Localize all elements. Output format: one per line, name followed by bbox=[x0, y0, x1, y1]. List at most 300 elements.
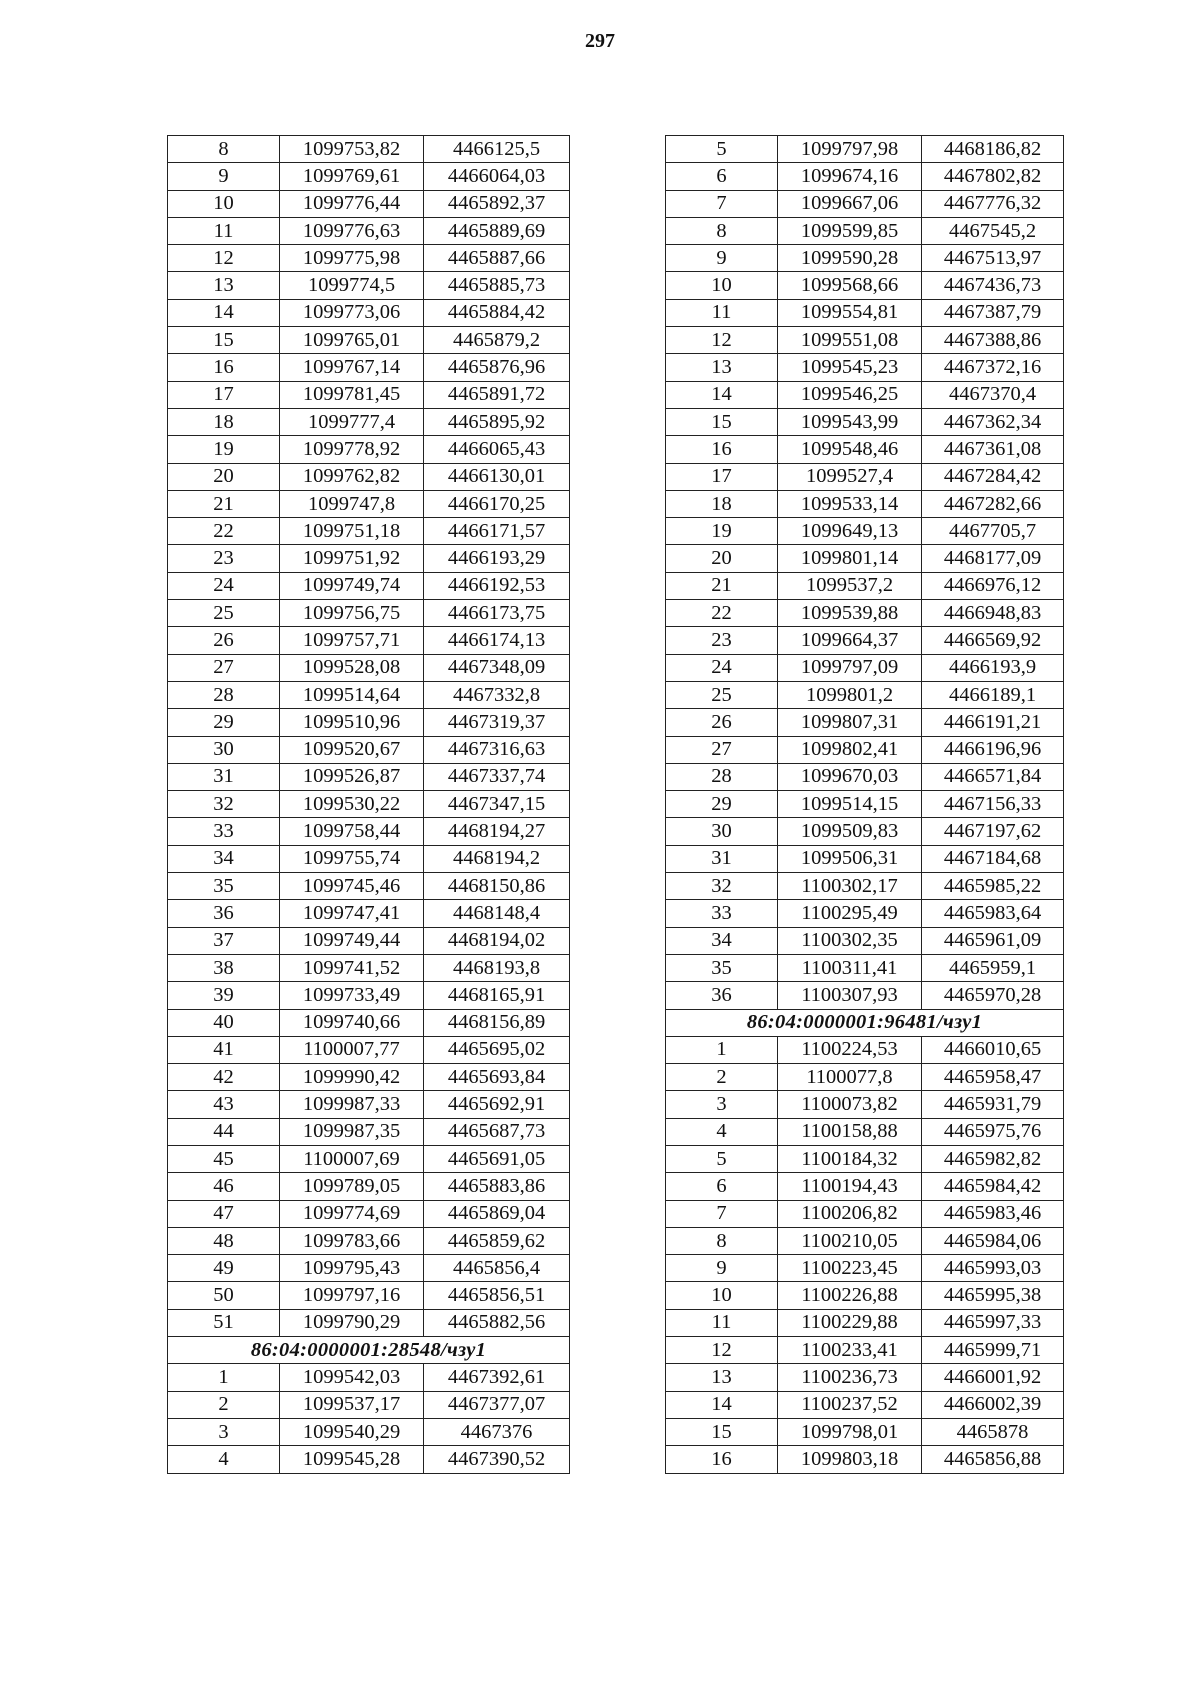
point-number-cell: 45 bbox=[168, 1145, 280, 1172]
table-row bbox=[168, 1009, 570, 1036]
x-coordinate-cell: 1099733,49 bbox=[280, 982, 424, 1009]
y-coordinate-cell: 4465879,2 bbox=[424, 327, 570, 354]
table-row bbox=[666, 190, 1064, 217]
x-coordinate-cell: 1100302,35 bbox=[778, 927, 922, 954]
x-coordinate-cell: 1099741,52 bbox=[280, 954, 424, 981]
x-coordinate-cell: 1099801,14 bbox=[778, 545, 922, 572]
x-coordinate-cell: 1099545,28 bbox=[280, 1446, 424, 1473]
table-row bbox=[666, 1282, 1064, 1309]
table-row bbox=[666, 927, 1064, 954]
x-coordinate-cell: 1099537,17 bbox=[280, 1391, 424, 1418]
x-coordinate-cell: 1099599,85 bbox=[778, 217, 922, 244]
y-coordinate-cell: 4466010,65 bbox=[922, 1036, 1064, 1063]
x-coordinate-cell: 1099649,13 bbox=[778, 518, 922, 545]
table-row bbox=[666, 845, 1064, 872]
section-header-row bbox=[168, 1337, 570, 1364]
table-row bbox=[168, 327, 570, 354]
y-coordinate-cell: 4466130,01 bbox=[424, 463, 570, 490]
table-row bbox=[666, 1309, 1064, 1336]
y-coordinate-cell: 4466569,92 bbox=[922, 627, 1064, 654]
x-coordinate-cell: 1100206,82 bbox=[778, 1200, 922, 1227]
x-coordinate-cell: 1099514,64 bbox=[280, 681, 424, 708]
y-coordinate-cell: 4465983,64 bbox=[922, 900, 1064, 927]
point-number-cell: 9 bbox=[666, 1255, 778, 1282]
point-number-cell: 43 bbox=[168, 1091, 280, 1118]
x-coordinate-cell: 1099776,63 bbox=[280, 217, 424, 244]
x-coordinate-cell: 1099545,23 bbox=[778, 354, 922, 381]
point-number-cell: 35 bbox=[666, 954, 778, 981]
y-coordinate-cell: 4465859,62 bbox=[424, 1227, 570, 1254]
x-coordinate-cell: 1099670,03 bbox=[778, 763, 922, 790]
x-coordinate-cell: 1099543,99 bbox=[778, 408, 922, 435]
x-coordinate-cell: 1099674,16 bbox=[778, 163, 922, 190]
point-number-cell: 46 bbox=[168, 1173, 280, 1200]
y-coordinate-cell: 4465693,84 bbox=[424, 1064, 570, 1091]
y-coordinate-cell: 4467705,7 bbox=[922, 518, 1064, 545]
y-coordinate-cell: 4465856,4 bbox=[424, 1255, 570, 1282]
table-row bbox=[666, 136, 1064, 163]
table-row bbox=[666, 1337, 1064, 1364]
x-coordinate-cell: 1100077,8 bbox=[778, 1064, 922, 1091]
table-row bbox=[666, 1418, 1064, 1445]
x-coordinate-cell: 1099510,96 bbox=[280, 709, 424, 736]
table-row bbox=[666, 1036, 1064, 1063]
point-number-cell: 23 bbox=[666, 627, 778, 654]
x-coordinate-cell: 1100226,88 bbox=[778, 1282, 922, 1309]
point-number-cell: 34 bbox=[666, 927, 778, 954]
point-number-cell: 12 bbox=[168, 245, 280, 272]
table-row bbox=[168, 217, 570, 244]
table-row bbox=[168, 627, 570, 654]
table-row bbox=[168, 381, 570, 408]
x-coordinate-cell: 1100236,73 bbox=[778, 1364, 922, 1391]
point-number-cell: 21 bbox=[168, 490, 280, 517]
point-number-cell: 27 bbox=[168, 654, 280, 681]
point-number-cell: 22 bbox=[666, 600, 778, 627]
point-number-cell: 32 bbox=[168, 791, 280, 818]
point-number-cell: 6 bbox=[666, 1173, 778, 1200]
point-number-cell: 47 bbox=[168, 1200, 280, 1227]
point-number-cell: 3 bbox=[666, 1091, 778, 1118]
point-number-cell: 14 bbox=[168, 299, 280, 326]
y-coordinate-cell: 4465691,05 bbox=[424, 1145, 570, 1172]
y-coordinate-cell: 4467387,79 bbox=[922, 299, 1064, 326]
x-coordinate-cell: 1099527,4 bbox=[778, 463, 922, 490]
point-number-cell: 25 bbox=[168, 600, 280, 627]
point-number-cell: 50 bbox=[168, 1282, 280, 1309]
y-coordinate-cell: 4466191,21 bbox=[922, 709, 1064, 736]
table-row bbox=[666, 900, 1064, 927]
x-coordinate-cell: 1099753,82 bbox=[280, 136, 424, 163]
y-coordinate-cell: 4467513,97 bbox=[922, 245, 1064, 272]
point-number-cell: 29 bbox=[666, 791, 778, 818]
y-coordinate-cell: 4465983,46 bbox=[922, 1200, 1064, 1227]
table-row bbox=[666, 1118, 1064, 1145]
point-number-cell: 40 bbox=[168, 1009, 280, 1036]
point-number-cell: 10 bbox=[666, 1282, 778, 1309]
x-coordinate-cell: 1099797,16 bbox=[280, 1282, 424, 1309]
table-row bbox=[666, 245, 1064, 272]
y-coordinate-cell: 4465856,88 bbox=[922, 1446, 1064, 1473]
y-coordinate-cell: 4468194,2 bbox=[424, 845, 570, 872]
point-number-cell: 33 bbox=[666, 900, 778, 927]
x-coordinate-cell: 1099783,66 bbox=[280, 1227, 424, 1254]
table-row bbox=[666, 1446, 1064, 1473]
table-row bbox=[168, 873, 570, 900]
section-header-row bbox=[666, 1009, 1064, 1036]
x-coordinate-cell: 1099751,92 bbox=[280, 545, 424, 572]
point-number-cell: 16 bbox=[666, 436, 778, 463]
table-row bbox=[666, 327, 1064, 354]
table-row bbox=[168, 1173, 570, 1200]
y-coordinate-cell: 4465882,56 bbox=[424, 1309, 570, 1336]
table-row bbox=[666, 954, 1064, 981]
x-coordinate-cell: 1099747,8 bbox=[280, 490, 424, 517]
y-coordinate-cell: 4465984,06 bbox=[922, 1227, 1064, 1254]
table-row bbox=[666, 463, 1064, 490]
table-row bbox=[168, 1145, 570, 1172]
y-coordinate-cell: 4467316,63 bbox=[424, 736, 570, 763]
x-coordinate-cell: 1099506,31 bbox=[778, 845, 922, 872]
x-coordinate-cell: 1099755,74 bbox=[280, 845, 424, 872]
table-row bbox=[168, 1227, 570, 1254]
table-row bbox=[168, 1091, 570, 1118]
point-number-cell: 13 bbox=[666, 354, 778, 381]
table-row bbox=[168, 900, 570, 927]
x-coordinate-cell: 1099546,25 bbox=[778, 381, 922, 408]
table-row bbox=[168, 709, 570, 736]
point-number-cell: 26 bbox=[666, 709, 778, 736]
table-row bbox=[168, 272, 570, 299]
table-row bbox=[666, 354, 1064, 381]
y-coordinate-cell: 4466064,03 bbox=[424, 163, 570, 190]
x-coordinate-cell: 1099751,18 bbox=[280, 518, 424, 545]
point-number-cell: 18 bbox=[168, 408, 280, 435]
x-coordinate-cell: 1099777,4 bbox=[280, 408, 424, 435]
table-row bbox=[666, 545, 1064, 572]
point-number-cell: 8 bbox=[168, 136, 280, 163]
table-row bbox=[168, 763, 570, 790]
y-coordinate-cell: 4466193,29 bbox=[424, 545, 570, 572]
table-row bbox=[168, 1364, 570, 1391]
point-number-cell: 31 bbox=[168, 763, 280, 790]
point-number-cell: 41 bbox=[168, 1036, 280, 1063]
y-coordinate-cell: 4465885,73 bbox=[424, 272, 570, 299]
table-row bbox=[168, 1255, 570, 1282]
y-coordinate-cell: 4466976,12 bbox=[922, 572, 1064, 599]
y-coordinate-cell: 4467390,52 bbox=[424, 1446, 570, 1473]
x-coordinate-cell: 1099740,66 bbox=[280, 1009, 424, 1036]
y-coordinate-cell: 4467392,61 bbox=[424, 1364, 570, 1391]
table-row bbox=[168, 463, 570, 490]
table-row bbox=[666, 1227, 1064, 1254]
x-coordinate-cell: 1100233,41 bbox=[778, 1337, 922, 1364]
y-coordinate-cell: 4465887,66 bbox=[424, 245, 570, 272]
point-number-cell: 31 bbox=[666, 845, 778, 872]
point-number-cell: 4 bbox=[168, 1446, 280, 1473]
table-row bbox=[666, 272, 1064, 299]
x-coordinate-cell: 1100311,41 bbox=[778, 954, 922, 981]
x-coordinate-cell: 1100158,88 bbox=[778, 1118, 922, 1145]
point-number-cell: 12 bbox=[666, 1337, 778, 1364]
y-coordinate-cell: 4468177,09 bbox=[922, 545, 1064, 572]
y-coordinate-cell: 4466065,43 bbox=[424, 436, 570, 463]
x-coordinate-cell: 1099520,67 bbox=[280, 736, 424, 763]
y-coordinate-cell: 4466193,9 bbox=[922, 654, 1064, 681]
x-coordinate-cell: 1100194,43 bbox=[778, 1173, 922, 1200]
table-row bbox=[168, 245, 570, 272]
y-coordinate-cell: 4465869,04 bbox=[424, 1200, 570, 1227]
point-number-cell: 5 bbox=[666, 136, 778, 163]
table-row bbox=[168, 299, 570, 326]
point-number-cell: 30 bbox=[666, 818, 778, 845]
point-number-cell: 33 bbox=[168, 818, 280, 845]
table-row bbox=[168, 1418, 570, 1445]
table-row bbox=[666, 1091, 1064, 1118]
point-number-cell: 10 bbox=[666, 272, 778, 299]
table-row bbox=[666, 681, 1064, 708]
point-number-cell: 39 bbox=[168, 982, 280, 1009]
point-number-cell: 28 bbox=[168, 681, 280, 708]
table-row bbox=[168, 845, 570, 872]
point-number-cell: 8 bbox=[666, 1227, 778, 1254]
x-coordinate-cell: 1099551,08 bbox=[778, 327, 922, 354]
table-row bbox=[168, 1064, 570, 1091]
x-coordinate-cell: 1099533,14 bbox=[778, 490, 922, 517]
x-coordinate-cell: 1099590,28 bbox=[778, 245, 922, 272]
table-row bbox=[666, 1391, 1064, 1418]
y-coordinate-cell: 4465891,72 bbox=[424, 381, 570, 408]
x-coordinate-cell: 1099526,87 bbox=[280, 763, 424, 790]
point-number-cell: 23 bbox=[168, 545, 280, 572]
table-row bbox=[666, 654, 1064, 681]
point-number-cell: 42 bbox=[168, 1064, 280, 1091]
table-row bbox=[168, 1036, 570, 1063]
point-number-cell: 38 bbox=[168, 954, 280, 981]
point-number-cell: 9 bbox=[666, 245, 778, 272]
y-coordinate-cell: 4465975,76 bbox=[922, 1118, 1064, 1145]
point-number-cell: 15 bbox=[168, 327, 280, 354]
y-coordinate-cell: 4465895,92 bbox=[424, 408, 570, 435]
y-coordinate-cell: 4467184,68 bbox=[922, 845, 1064, 872]
x-coordinate-cell: 1099540,29 bbox=[280, 1418, 424, 1445]
x-coordinate-cell: 1099769,61 bbox=[280, 163, 424, 190]
y-coordinate-cell: 4465958,47 bbox=[922, 1064, 1064, 1091]
point-number-cell: 12 bbox=[666, 327, 778, 354]
cadastral-number: 86:04:0000001:96481/чзу1 bbox=[666, 1009, 1064, 1036]
y-coordinate-cell: 4465997,33 bbox=[922, 1309, 1064, 1336]
point-number-cell: 36 bbox=[168, 900, 280, 927]
table-row bbox=[168, 1446, 570, 1473]
point-number-cell: 4 bbox=[666, 1118, 778, 1145]
y-coordinate-cell: 4467362,34 bbox=[922, 408, 1064, 435]
table-row bbox=[666, 436, 1064, 463]
point-number-cell: 19 bbox=[666, 518, 778, 545]
page-number: 297 bbox=[585, 30, 615, 52]
table-row bbox=[666, 1200, 1064, 1227]
point-number-cell: 22 bbox=[168, 518, 280, 545]
y-coordinate-cell: 4467347,15 bbox=[424, 791, 570, 818]
y-coordinate-cell: 4466196,96 bbox=[922, 736, 1064, 763]
x-coordinate-cell: 1099528,08 bbox=[280, 654, 424, 681]
point-number-cell: 16 bbox=[168, 354, 280, 381]
x-coordinate-cell: 1100229,88 bbox=[778, 1309, 922, 1336]
x-coordinate-cell: 1099749,44 bbox=[280, 927, 424, 954]
x-coordinate-cell: 1099539,88 bbox=[778, 600, 922, 627]
point-number-cell: 51 bbox=[168, 1309, 280, 1336]
table-row bbox=[666, 299, 1064, 326]
y-coordinate-cell: 4466171,57 bbox=[424, 518, 570, 545]
y-coordinate-cell: 4466948,83 bbox=[922, 600, 1064, 627]
table-row bbox=[666, 791, 1064, 818]
point-number-cell: 34 bbox=[168, 845, 280, 872]
point-number-cell: 11 bbox=[168, 217, 280, 244]
x-coordinate-cell: 1100073,82 bbox=[778, 1091, 922, 1118]
x-coordinate-cell: 1099801,2 bbox=[778, 681, 922, 708]
y-coordinate-cell: 4467332,8 bbox=[424, 681, 570, 708]
table-row bbox=[168, 136, 570, 163]
y-coordinate-cell: 4465970,28 bbox=[922, 982, 1064, 1009]
point-number-cell: 7 bbox=[666, 190, 778, 217]
point-number-cell: 29 bbox=[168, 709, 280, 736]
y-coordinate-cell: 4467156,33 bbox=[922, 791, 1064, 818]
table-row bbox=[168, 1391, 570, 1418]
x-coordinate-cell: 1099548,46 bbox=[778, 436, 922, 463]
y-coordinate-cell: 4466001,92 bbox=[922, 1364, 1064, 1391]
coordinates-table-right bbox=[665, 135, 1064, 1474]
table-row bbox=[666, 163, 1064, 190]
point-number-cell: 15 bbox=[666, 1418, 778, 1445]
table-row bbox=[168, 354, 570, 381]
x-coordinate-cell: 1099537,2 bbox=[778, 572, 922, 599]
point-number-cell: 5 bbox=[666, 1145, 778, 1172]
table-row bbox=[168, 1200, 570, 1227]
y-coordinate-cell: 4465687,73 bbox=[424, 1118, 570, 1145]
x-coordinate-cell: 1099797,98 bbox=[778, 136, 922, 163]
y-coordinate-cell: 4467545,2 bbox=[922, 217, 1064, 244]
point-number-cell: 17 bbox=[168, 381, 280, 408]
table-row bbox=[168, 927, 570, 954]
y-coordinate-cell: 4465878 bbox=[922, 1418, 1064, 1445]
x-coordinate-cell: 1100007,69 bbox=[280, 1145, 424, 1172]
x-coordinate-cell: 1100223,45 bbox=[778, 1255, 922, 1282]
point-number-cell: 49 bbox=[168, 1255, 280, 1282]
point-number-cell: 18 bbox=[666, 490, 778, 517]
point-number-cell: 21 bbox=[666, 572, 778, 599]
x-coordinate-cell: 1100184,32 bbox=[778, 1145, 922, 1172]
point-number-cell: 13 bbox=[168, 272, 280, 299]
y-coordinate-cell: 4465856,51 bbox=[424, 1282, 570, 1309]
x-coordinate-cell: 1099773,06 bbox=[280, 299, 424, 326]
point-number-cell: 8 bbox=[666, 217, 778, 244]
y-coordinate-cell: 4466192,53 bbox=[424, 572, 570, 599]
x-coordinate-cell: 1099789,05 bbox=[280, 1173, 424, 1200]
point-number-cell: 35 bbox=[168, 873, 280, 900]
table-row bbox=[666, 600, 1064, 627]
table-row bbox=[168, 545, 570, 572]
table-row bbox=[666, 709, 1064, 736]
point-number-cell: 20 bbox=[666, 545, 778, 572]
y-coordinate-cell: 4468186,82 bbox=[922, 136, 1064, 163]
point-number-cell: 15 bbox=[666, 408, 778, 435]
point-number-cell: 19 bbox=[168, 436, 280, 463]
x-coordinate-cell: 1100307,93 bbox=[778, 982, 922, 1009]
point-number-cell: 11 bbox=[666, 299, 778, 326]
y-coordinate-cell: 4467337,74 bbox=[424, 763, 570, 790]
x-coordinate-cell: 1099990,42 bbox=[280, 1064, 424, 1091]
x-coordinate-cell: 1099749,74 bbox=[280, 572, 424, 599]
table-row bbox=[666, 982, 1064, 1009]
y-coordinate-cell: 4468194,02 bbox=[424, 927, 570, 954]
y-coordinate-cell: 4467776,32 bbox=[922, 190, 1064, 217]
point-number-cell: 24 bbox=[168, 572, 280, 599]
y-coordinate-cell: 4465889,69 bbox=[424, 217, 570, 244]
point-number-cell: 48 bbox=[168, 1227, 280, 1254]
x-coordinate-cell: 1100224,53 bbox=[778, 1036, 922, 1063]
table-row bbox=[168, 954, 570, 981]
table-row bbox=[168, 1309, 570, 1336]
table-row bbox=[168, 490, 570, 517]
table-row bbox=[666, 381, 1064, 408]
table-row bbox=[666, 217, 1064, 244]
x-coordinate-cell: 1099797,09 bbox=[778, 654, 922, 681]
x-coordinate-cell: 1099790,29 bbox=[280, 1309, 424, 1336]
table-row bbox=[666, 490, 1064, 517]
point-number-cell: 1 bbox=[168, 1364, 280, 1391]
point-number-cell: 14 bbox=[666, 381, 778, 408]
y-coordinate-cell: 4465959,1 bbox=[922, 954, 1064, 981]
point-number-cell: 2 bbox=[168, 1391, 280, 1418]
y-coordinate-cell: 4465692,91 bbox=[424, 1091, 570, 1118]
x-coordinate-cell: 1099987,35 bbox=[280, 1118, 424, 1145]
table-row bbox=[168, 818, 570, 845]
y-coordinate-cell: 4465982,82 bbox=[922, 1145, 1064, 1172]
point-number-cell: 11 bbox=[666, 1309, 778, 1336]
point-number-cell: 6 bbox=[666, 163, 778, 190]
point-number-cell: 28 bbox=[666, 763, 778, 790]
table-row bbox=[168, 681, 570, 708]
y-coordinate-cell: 4467388,86 bbox=[922, 327, 1064, 354]
point-number-cell: 36 bbox=[666, 982, 778, 1009]
table-row bbox=[666, 873, 1064, 900]
y-coordinate-cell: 4468193,8 bbox=[424, 954, 570, 981]
table-row bbox=[666, 1255, 1064, 1282]
point-number-cell: 20 bbox=[168, 463, 280, 490]
y-coordinate-cell: 4467319,37 bbox=[424, 709, 570, 736]
point-number-cell: 3 bbox=[168, 1418, 280, 1445]
y-coordinate-cell: 4465883,86 bbox=[424, 1173, 570, 1200]
table-row bbox=[666, 1173, 1064, 1200]
point-number-cell: 7 bbox=[666, 1200, 778, 1227]
y-coordinate-cell: 4467197,62 bbox=[922, 818, 1064, 845]
x-coordinate-cell: 1099776,44 bbox=[280, 190, 424, 217]
point-number-cell: 32 bbox=[666, 873, 778, 900]
y-coordinate-cell: 4468165,91 bbox=[424, 982, 570, 1009]
table-row bbox=[666, 408, 1064, 435]
table-row bbox=[168, 163, 570, 190]
x-coordinate-cell: 1099745,46 bbox=[280, 873, 424, 900]
y-coordinate-cell: 4466002,39 bbox=[922, 1391, 1064, 1418]
table-row bbox=[666, 572, 1064, 599]
x-coordinate-cell: 1099514,15 bbox=[778, 791, 922, 818]
y-coordinate-cell: 4465984,42 bbox=[922, 1173, 1064, 1200]
y-coordinate-cell: 4467802,82 bbox=[922, 163, 1064, 190]
point-number-cell: 24 bbox=[666, 654, 778, 681]
table-row bbox=[168, 654, 570, 681]
x-coordinate-cell: 1099781,45 bbox=[280, 381, 424, 408]
coordinates-table-left bbox=[167, 135, 570, 1474]
table-row bbox=[666, 818, 1064, 845]
